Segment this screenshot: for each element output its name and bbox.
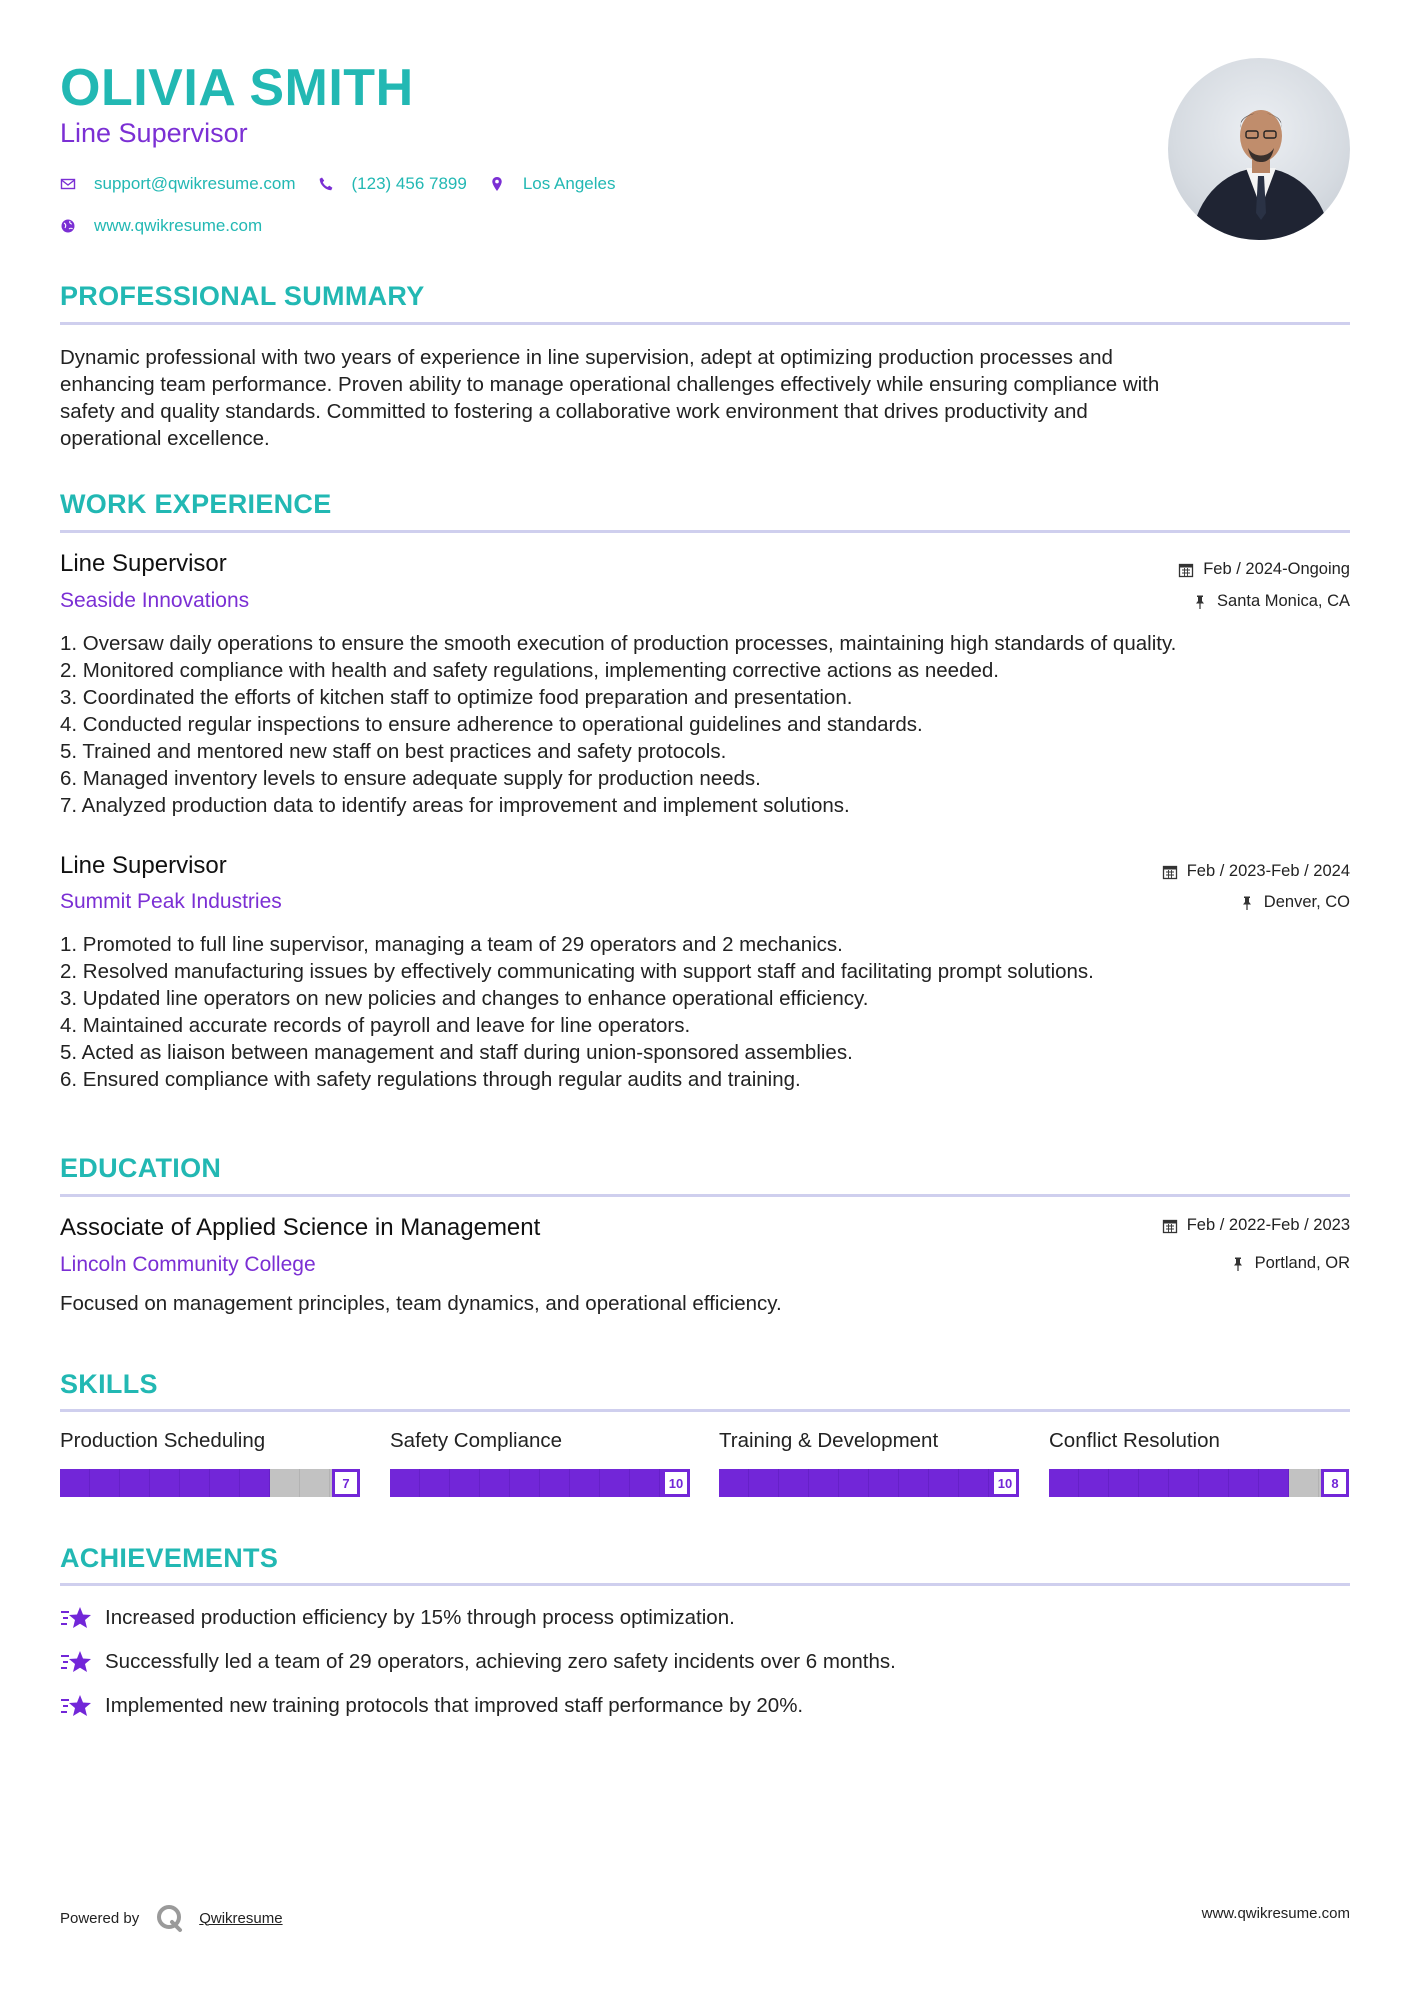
skill-rating-segment — [1109, 1469, 1139, 1497]
job-location — [1192, 592, 1350, 611]
skill-rating-segment — [210, 1469, 240, 1497]
skill-rating-segment — [90, 1469, 120, 1497]
skill-rating-bar — [390, 1469, 690, 1497]
skill-rating-segment — [600, 1469, 630, 1497]
achievement-text: Successfully led a team of 29 operators, achieving zero safety incidents over 6 months. — [105, 1650, 896, 1673]
skill-rating-segment — [180, 1469, 210, 1497]
list-item: 4. Maintained accurate records of payroll and leave for line operators. — [60, 1014, 691, 1037]
education-description: Focused on management principles, team dynamics, and operational efficiency. — [60, 1292, 782, 1315]
candidate-name: OLIVIA SMITH — [60, 59, 414, 117]
skill-rating-bar — [1049, 1469, 1349, 1497]
job-dates — [1162, 862, 1350, 881]
skill-name: Conflict Resolution — [1049, 1429, 1220, 1452]
skill-rating-segment — [60, 1469, 90, 1497]
list-item: 4. Conducted regular inspections to ensure adherence to operational guidelines and standards. — [60, 713, 923, 736]
school-name: Lincoln Community College — [60, 1253, 316, 1276]
skill-rating-segment — [1169, 1469, 1199, 1497]
skills-divider — [60, 1409, 1350, 1412]
skill-name: Production Scheduling — [60, 1429, 266, 1452]
contact-row — [60, 174, 637, 194]
phone-text: (123) 456 7899 — [351, 174, 467, 193]
map-pin-icon — [489, 176, 505, 192]
achievement-text: Implemented new training protocols that improved staff performance by 20%. — [105, 1694, 804, 1717]
list-item: 3. Updated line operators on new policies and changes to enhance operational efficiency. — [60, 987, 869, 1010]
skill-rating-segment — [270, 1469, 300, 1497]
qwikresume-logo — [155, 1903, 185, 1933]
skill-item — [390, 1429, 690, 1497]
summary-divider — [60, 322, 1350, 325]
education-heading: EDUCATION — [60, 1153, 222, 1183]
envelope-icon — [60, 176, 76, 192]
list-item: 2. Resolved manufacturing issues by effectively communicating with support staff and facilitating prompt solutions. — [60, 960, 1094, 983]
pushpin-icon — [1230, 1256, 1246, 1272]
achievement-text: Increased production efficiency by 15% through process optimization. — [105, 1606, 735, 1629]
skill-rating-bar — [60, 1469, 360, 1497]
skill-rating-segment — [450, 1469, 480, 1497]
skill-item — [719, 1429, 1019, 1497]
skill-rating-segment — [1229, 1469, 1259, 1497]
footer-website[interactable]: www.qwikresume.com — [1201, 1905, 1350, 1922]
skill-score: 10 — [662, 1469, 690, 1497]
star-icon — [60, 1693, 92, 1719]
degree-title: Associate of Applied Science in Management — [60, 1214, 541, 1241]
website-text: www.qwikresume.com — [94, 216, 263, 235]
skill-rating-segment — [1289, 1469, 1319, 1497]
calendar-icon — [1178, 562, 1194, 578]
summary-line: Dynamic professional with two years of experience in line supervision, adept at optimizing production processes and — [60, 346, 1113, 369]
summary-heading: PROFESSIONAL SUMMARY — [60, 281, 425, 311]
list-item: 6. Ensured compliance with safety regulations through regular audits and training. — [60, 1068, 801, 1091]
list-item: 5. Trained and mentored new staff on best practices and safety protocols. — [60, 740, 727, 763]
skill-rating-segment — [510, 1469, 540, 1497]
skill-rating-segment — [540, 1469, 570, 1497]
skill-score: 7 — [332, 1469, 360, 1497]
skill-rating-segment — [779, 1469, 809, 1497]
skill-rating-segment — [1079, 1469, 1109, 1497]
list-item: 1. Oversaw daily operations to ensure the smooth execution of production processes, maintaining high standards of quality. — [60, 632, 1177, 655]
job-location-text: Denver, CO — [1263, 893, 1350, 911]
skill-rating-segment — [719, 1469, 749, 1497]
skill-rating-bar — [719, 1469, 1019, 1497]
star-icon — [60, 1649, 92, 1675]
job-company: Seaside Innovations — [60, 589, 250, 612]
achievement-item — [60, 1605, 735, 1631]
job-bullets — [60, 630, 1360, 819]
footer-credit — [60, 1903, 283, 1933]
skill-rating-segment — [630, 1469, 660, 1497]
job-title: Line Supervisor — [60, 550, 227, 577]
email-text: support@qwikresume.com — [94, 174, 296, 193]
summary-text — [60, 344, 1350, 452]
job-location — [1239, 893, 1350, 912]
profile-photo — [1168, 58, 1350, 240]
list-item: 5. Acted as liaison between management and staff during union-sponsored assemblies. — [60, 1041, 853, 1064]
skill-item — [60, 1429, 360, 1497]
skill-name: Training & Development — [719, 1429, 939, 1452]
experience-divider — [60, 530, 1350, 533]
summary-line: safety and quality standards. Committed to fostering a collaborative work environment that drives productivity and — [60, 400, 1088, 423]
education-location-text: Portland, OR — [1254, 1254, 1350, 1272]
achievements-heading: ACHIEVEMENTS — [60, 1543, 279, 1573]
education-dates-text: Feb / 2022-Feb / 2023 — [1186, 1216, 1350, 1234]
summary-line: operational excellence. — [60, 427, 270, 450]
list-item: 1. Promoted to full line supervisor, managing a team of 29 operators and 2 mechanics. — [60, 933, 843, 956]
list-item: 7. Analyzed production data to identify areas for improvement and implement solutions. — [60, 794, 850, 817]
skill-rating-segment — [929, 1469, 959, 1497]
education-location — [1230, 1254, 1350, 1273]
contact-row-2 — [60, 216, 284, 236]
job-dates-text: Feb / 2023-Feb / 2024 — [1186, 862, 1350, 880]
candidate-role: Line Supervisor — [60, 118, 248, 148]
skill-rating-segment — [1199, 1469, 1229, 1497]
skill-rating-segment — [120, 1469, 150, 1497]
job-location-text: Santa Monica, CA — [1217, 592, 1350, 610]
summary-line: enhancing team performance. Proven ability to manage operational challenges effectively while ensuring compliance with — [60, 373, 1160, 396]
star-icon — [60, 1605, 92, 1631]
skill-rating-segment — [1139, 1469, 1169, 1497]
skill-rating-segment — [959, 1469, 989, 1497]
skill-rating-segment — [480, 1469, 510, 1497]
job-dates — [1178, 560, 1350, 579]
achievement-item — [60, 1693, 803, 1719]
contact-phone[interactable] — [318, 174, 467, 194]
calendar-icon — [1162, 864, 1178, 880]
education-divider — [60, 1194, 1350, 1197]
skill-rating-segment — [839, 1469, 869, 1497]
location-text: Los Angeles — [522, 174, 616, 193]
job-title: Line Supervisor — [60, 852, 227, 879]
contact-email[interactable] — [60, 174, 296, 194]
achievement-item — [60, 1649, 896, 1675]
list-item: 3. Coordinated the efforts of kitchen staff to optimize food preparation and presentation. — [60, 686, 853, 709]
list-item: 6. Managed inventory levels to ensure adequate supply for production needs. — [60, 767, 761, 790]
contact-website[interactable] — [60, 216, 262, 236]
list-item: 2. Monitored compliance with health and safety regulations, implementing corrective actions as needed. — [60, 659, 999, 682]
skill-rating-segment — [1049, 1469, 1079, 1497]
skill-rating-segment — [809, 1469, 839, 1497]
skill-rating-segment — [899, 1469, 929, 1497]
skill-rating-segment — [420, 1469, 450, 1497]
skill-rating-segment — [1259, 1469, 1289, 1497]
job-dates-text: Feb / 2024-Ongoing — [1203, 560, 1350, 578]
phone-icon — [318, 176, 334, 192]
skill-rating-segment — [570, 1469, 600, 1497]
pushpin-icon — [1239, 895, 1255, 911]
skill-score: 10 — [991, 1469, 1019, 1497]
skill-rating-segment — [300, 1469, 330, 1497]
skill-name: Safety Compliance — [390, 1429, 563, 1452]
experience-heading: WORK EXPERIENCE — [60, 489, 332, 519]
calendar-icon — [1162, 1218, 1178, 1234]
brand-link[interactable]: Qwikresume — [199, 1909, 283, 1927]
skill-rating-segment — [150, 1469, 180, 1497]
skill-rating-segment — [390, 1469, 420, 1497]
skill-rating-segment — [869, 1469, 899, 1497]
globe-icon — [60, 218, 76, 234]
skill-item — [1049, 1429, 1349, 1497]
skills-heading: SKILLS — [60, 1369, 158, 1399]
achievements-divider — [60, 1583, 1350, 1586]
contact-location — [489, 174, 616, 194]
skill-rating-segment — [749, 1469, 779, 1497]
job-bullets — [60, 931, 1360, 1093]
skill-score: 8 — [1321, 1469, 1349, 1497]
powered-by-text: Powered by — [60, 1909, 140, 1927]
education-dates — [1162, 1216, 1350, 1235]
pushpin-icon — [1192, 594, 1208, 610]
job-company: Summit Peak Industries — [60, 890, 282, 913]
skill-rating-segment — [240, 1469, 270, 1497]
